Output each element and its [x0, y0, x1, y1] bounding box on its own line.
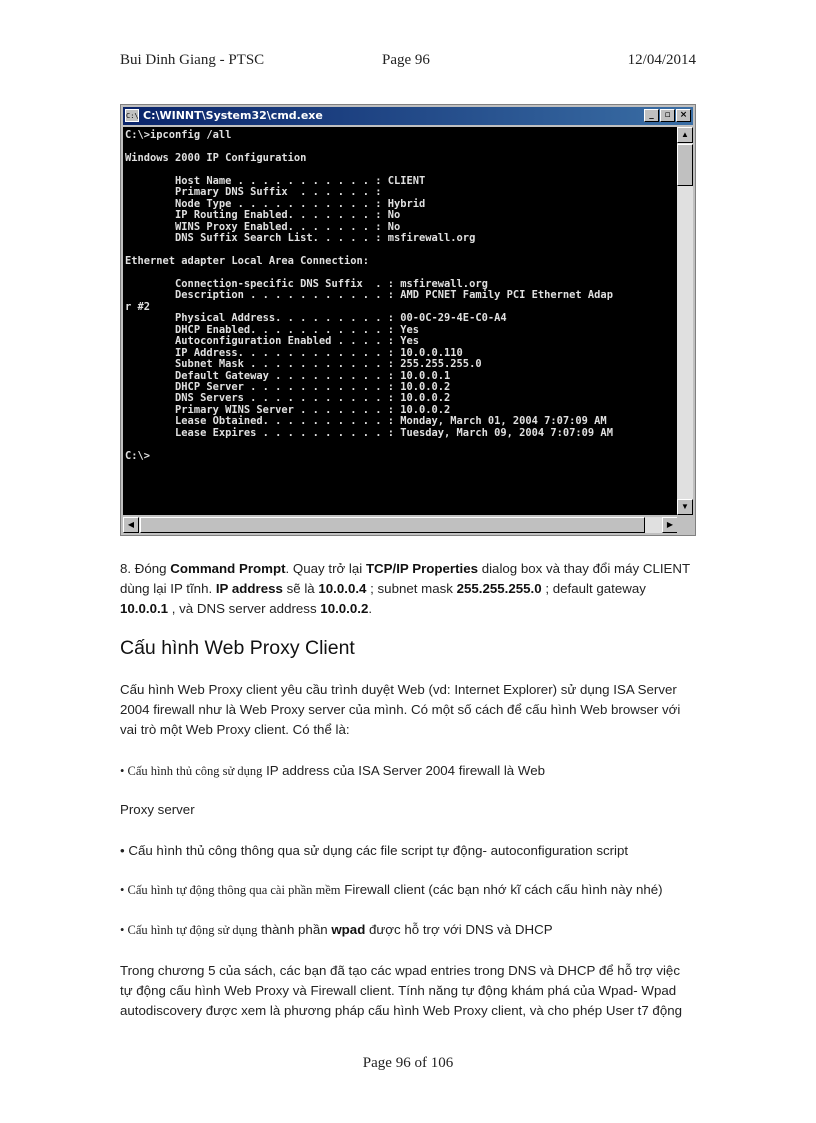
scrollbar-corner: [677, 517, 693, 533]
bullet-autoconfig-script: • Cấu hình thủ công thông qua sử dụng các file script tự động- autoconfiguration script: [120, 843, 629, 858]
scroll-down-icon[interactable]: ▼: [677, 499, 693, 515]
bullet-manual-ip: [120, 761, 696, 781]
close-button[interactable]: ×: [676, 109, 691, 122]
text-run: dialog box và thay đổi máy CLIENT dùng lại IP tĩnh.: [120, 561, 690, 596]
page-header: [120, 52, 696, 72]
cmd-window-screenshot: [120, 104, 696, 536]
text-run: ; default gateway: [541, 581, 646, 596]
horizontal-scroll-thumb[interactable]: [140, 517, 645, 533]
bullet-lead: • Cấu hình tự động thông qua cài phần mềm: [120, 883, 341, 897]
cmd-titlebar: [123, 107, 693, 125]
bullet-lead: • Cấu hình tự động sử dụng: [120, 923, 258, 937]
bullet-lead: • Cấu hình thủ công sử dụng: [120, 764, 263, 778]
vertical-scroll-thumb[interactable]: [677, 144, 693, 186]
maximize-button[interactable]: ▫: [660, 109, 675, 122]
bold-wpad: wpad: [331, 922, 366, 937]
scroll-right-icon[interactable]: ▶: [662, 517, 678, 533]
scroll-up-icon[interactable]: ▲: [677, 127, 693, 143]
bold-tcpip-properties: TCP/IP Properties: [365, 561, 479, 576]
page-footer: Page 96 of 106: [362, 1055, 454, 1071]
bullet-wpad: [120, 920, 696, 940]
bold-subnet-value: 255.255.255.0: [456, 581, 542, 596]
step-8-paragraph: [120, 559, 696, 619]
text-run: . Quay trở lại: [285, 561, 366, 576]
bullet-rest: được hỗ trợ với DNS và DHCP: [365, 922, 553, 937]
bullet-rest: IP address của ISA Server 2004 firewall là Web: [262, 763, 545, 778]
text-run: ; subnet mask: [366, 581, 457, 596]
text-run: .: [368, 601, 373, 616]
console-text: C:\>ipconfig /all Windows 2000 IP Configuration Host Name . . . . . . . . . . . : CLIENT Primary DNS Suffix . . . . . . : Node Type . . . . . . . . . . . : Hybrid IP Routing Enabled. . . . . . . : No WINS Proxy Enabled. . . . . . . : No DNS Suffix Search List. . . . . : msfirewall.org Ethernet adapter Local Area Connection: Connection-specific DNS Suffix . : msfirewall.org Description . . . . . . . . . . . : AMD PCNET Family PCI Ethernet Adap r #2 Physical Address. . . . . . . . . : 00-0C-29-4E-C0-A4 DHCP Enabled. . . . . . . . . . . : Yes Autoconfiguration Enabled . . . . : Yes IP Address. . . . . . . . . . . . : 10.0.0.110 Subnet Mask . . . . . . . . . . . : 255.255.255.0 Default Gateway . . . . . . . . . : 10.0.0.1 DHCP Server . . . . . . . . . . . : 10.0.0.2 DNS Servers . . . . . . . . . . . : 10.0.0.2 Primary WINS Server . . . . . . . : 10.0.0.2 Lease Obtained. . . . . . . . . . : Monday, March 01, 2004 7:07:09 AM Lease Expires . . . . . . . . . . : Tuesday, March 09, 2004 7:07:09 AM C:\>: [125, 129, 613, 462]
minimize-button[interactable]: _: [644, 109, 659, 122]
header-date: 12/04/2014: [627, 52, 696, 68]
bullet-rest: Firewall client (các bạn nhớ kĩ cách cấu hình này nhé): [340, 882, 663, 897]
horizontal-scrollbar[interactable]: [123, 517, 678, 533]
scroll-left-icon[interactable]: ◀: [123, 517, 139, 533]
intro-paragraph: Cấu hình Web Proxy client yêu cầu trình duyệt Web (vd: Internet Explorer) sử dụng ISA Server 2004 firewall như là Web Proxy server của mình. Có một số cách để cấu hình Web browser với vai trò một Web Proxy client. Có thể là:: [120, 682, 681, 737]
wpad-paragraph: Trong chương 5 của sách, các bạn đã tạo các wpad entries trong DNS và DHCP để hỗ trợ việc tự động cấu hình Web Proxy và Firewall client. Tính năng tự động khám phá của Wpad- Wpad autodiscovery được xem là phương pháp cấu hình Web Proxy client, và cho phép User t7 động: [120, 963, 683, 1018]
bold-gateway-value: 10.0.0.1: [120, 601, 169, 616]
text-run: sẽ là: [282, 581, 319, 596]
bold-dns-value: 10.0.0.2: [320, 601, 369, 616]
bold-ip-value: 10.0.0.4: [318, 581, 367, 596]
bold-command-prompt: Command Prompt: [170, 561, 286, 576]
header-page: Page 96: [382, 52, 430, 68]
cmd-window-title: C:\WINNT\System32\cmd.exe: [143, 109, 323, 122]
section-heading: Cấu hình Web Proxy Client: [120, 637, 355, 659]
bullet-manual-ip-continued: Proxy server: [120, 802, 195, 817]
text-run: 8. Đóng: [120, 561, 171, 576]
console-output[interactable]: [123, 127, 678, 515]
bullet-rest: thành phần: [257, 922, 332, 937]
bold-ip-address: IP address: [215, 581, 283, 596]
vertical-scrollbar[interactable]: [677, 127, 693, 515]
text-run: , và DNS server address: [168, 601, 321, 616]
bullet-firewall-client: [120, 880, 696, 900]
header-author: Bui Dinh Giang - PTSC: [120, 52, 265, 68]
cmd-app-icon: C:\: [125, 109, 139, 122]
window-controls: [643, 109, 691, 123]
